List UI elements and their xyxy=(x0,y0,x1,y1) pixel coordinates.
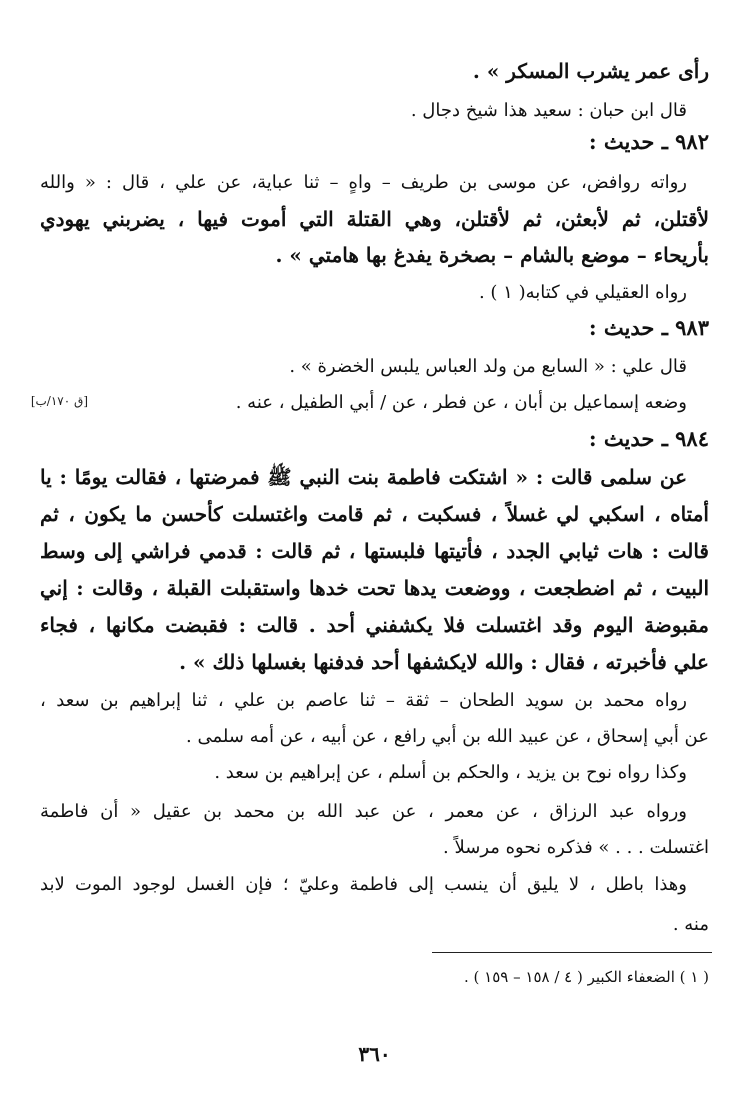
text-line: عن سلمى قالت : « اشتكت فاطمة بنت النبي ﷺ فمرضتها ، فقالت يومًا : يا xyxy=(40,465,687,489)
footnote: ( ١ ) الضعفاء الكبير ( ٤ / ١٥٨ – ١٥٩ ) . xyxy=(464,968,709,986)
hadith-heading: ٩٨٤ ـ حديث : xyxy=(588,426,709,451)
text-line: عن أبي إسحاق ، عن عبيد الله بن أبي رافع ، عن أبيه ، عن أمه سلمى . xyxy=(186,726,709,747)
text-line: رواه محمد بن سويد الطحان – ثقة – ثنا عاصم بن علي ، ثنا إبراهيم بن سعد ، xyxy=(40,690,687,711)
manuscript-marker: [ق ١٧٠/ب] xyxy=(30,394,88,408)
hadith-heading: ٩٨٢ ـ حديث : xyxy=(588,129,709,154)
text-line: وكذا رواه نوح بن يزيد ، والحكم بن أسلم ، عن إبراهيم بن سعد . xyxy=(214,762,687,783)
text-line: رأى عمر يشرب المسكر » . xyxy=(472,59,709,83)
text-line: رواه العقيلي في كتابه( ١ ) . xyxy=(478,282,687,303)
footnote-separator xyxy=(432,952,712,953)
text-line: منه . xyxy=(672,914,709,935)
hadith-heading: ٩٨٣ ـ حديث : xyxy=(588,315,709,340)
text-line: مقبوضة اليوم وقد اغتسلت فلا يكشفني أحد . قالت : فقبضت مكانها ، فجاء xyxy=(40,613,709,637)
text-line: علي فأخبرته ، فقال : والله لايكشفها أحد فدفنها بغسلها ذلك » . xyxy=(179,650,709,674)
text-line: قالت : هات ثيابي الجدد ، فأتيتها فلبستها ، ثم قالت : قدمي فراشي إلى وسط xyxy=(40,539,709,563)
text-line: قال علي : « السابع من ولد العباس يلبس الخضرة » . xyxy=(289,356,687,377)
text-line: وضعه إسماعيل بن أبان ، عن فطر ، عن / أبي الطفيل ، عنه . xyxy=(235,392,687,413)
text-line: البيت ، ثم اضطجعت ، ووضعت يدها تحت خدها واستقبلت القبلة ، وقالت : إني xyxy=(40,576,709,600)
text-line: رواته روافض، عن موسى بن طريف – واهٍ – ثنا عباية، عن علي ، قال : « والله xyxy=(40,172,687,193)
text-line: وهذا باطل ، لا يليق أن ينسب إلى فاطمة وعليّ ؛ فإن الغسل لوجود الموت لابد xyxy=(40,874,687,895)
text-line: بأريحاء – موضع بالشام – بصخرة يفدغ بها هامتي » . xyxy=(275,243,709,267)
text-line: قال ابن حبان : سعيد هذا شيخ دجال . xyxy=(410,100,687,121)
text-line: اغتسلت . . . » فذكره نحوه مرسلاً . xyxy=(443,837,709,858)
text-line: أمتاه ، اسكبي لي غسلاً ، فسكبت ، ثم قامت واغتسلت كأحسن ما يكون ، ثم xyxy=(40,502,709,526)
text-line: ورواه عبد الرزاق ، عن معمر ، عن عبد الله بن محمد بن عقيل « أن فاطمة xyxy=(40,801,687,822)
page-number: ٣٦٠ xyxy=(358,1042,391,1066)
text-line: لأقتلن، ثم لأبعثن، ثم لأقتلن، وهي القتلة التي أموت فيها ، يضربني يهودي xyxy=(40,207,709,231)
